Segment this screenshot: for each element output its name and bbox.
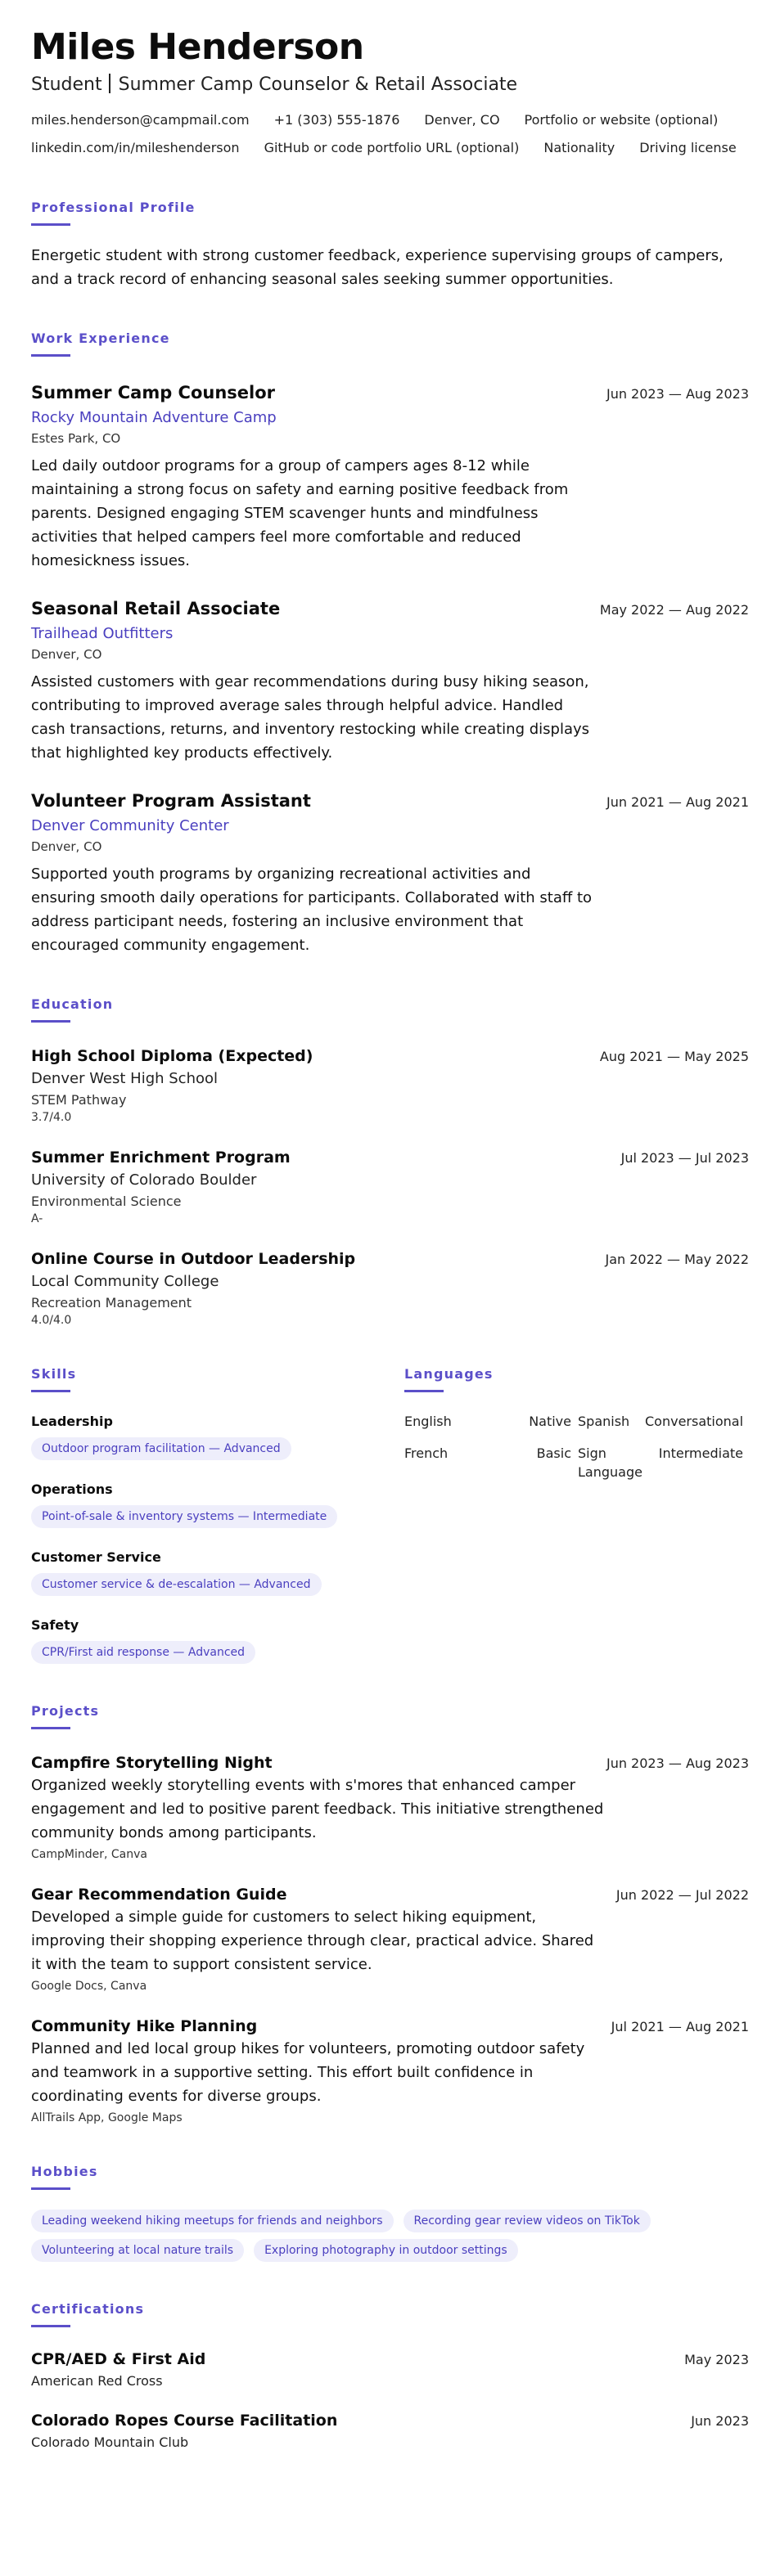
education-score: 3.7/4.0 bbox=[31, 1111, 72, 1124]
skill-category: Leadership bbox=[31, 1414, 113, 1429]
title-separator bbox=[109, 74, 110, 93]
education-degree: Online Course in Outdoor Leadership bbox=[31, 1250, 356, 1268]
certification-issuer: Colorado Mountain Club bbox=[31, 2434, 189, 2450]
hobbies-section bbox=[31, 2164, 749, 2262]
education-score: A- bbox=[31, 1212, 43, 1225]
profile-summary: Energetic student with strong customer feedback, experience supervising groups of campers, and a track record of enhancing seasonal sales seeking summer opportunities. bbox=[31, 247, 724, 288]
contact-driving-license: Driving license bbox=[639, 140, 737, 155]
project-tools: AllTrails App, Google Maps bbox=[31, 2111, 183, 2124]
job-dates: Jun 2023 — Aug 2023 bbox=[606, 386, 749, 402]
hobbies-list bbox=[31, 2210, 751, 2262]
job-company: Trailhead Outfitters bbox=[31, 625, 174, 642]
project-tools: Google Docs, Canva bbox=[31, 1980, 147, 1993]
language-level: Intermediate bbox=[658, 1445, 743, 1461]
education-dates: Jan 2022 — May 2022 bbox=[605, 1252, 749, 1267]
education-section bbox=[31, 996, 749, 1327]
job-company: Rocky Mountain Adventure Camp bbox=[31, 409, 277, 426]
skill-tag: Outdoor program facilitation — Advanced bbox=[31, 1437, 291, 1460]
skill-tag: CPR/First aid response — Advanced bbox=[31, 1641, 255, 1664]
candidate-name: Miles Henderson bbox=[31, 26, 364, 68]
language-name: Sign Language bbox=[578, 1445, 642, 1480]
section-title: Hobbies bbox=[31, 2164, 98, 2179]
education-score: 4.0/4.0 bbox=[31, 1314, 72, 1327]
section-title: Education bbox=[31, 996, 114, 1012]
education-entry bbox=[31, 1250, 749, 1327]
languages-section bbox=[404, 1366, 748, 1664]
education-dates: Jul 2023 — Jul 2023 bbox=[620, 1150, 749, 1166]
project-dates: Jun 2023 — Aug 2023 bbox=[606, 1756, 749, 1771]
job-location: Denver, CO bbox=[31, 647, 102, 662]
section-title: Professional Profile bbox=[31, 200, 196, 215]
education-entry bbox=[31, 1047, 749, 1124]
contact-nationality: Nationality bbox=[543, 140, 615, 155]
section-title: Certifications bbox=[31, 2301, 145, 2317]
project-entry bbox=[31, 1886, 749, 1993]
project-title: Gear Recommendation Guide bbox=[31, 1886, 287, 1904]
skill-category: Operations bbox=[31, 1481, 113, 1497]
language-name: English bbox=[404, 1414, 452, 1429]
certification-name: Colorado Ropes Course Facilitation bbox=[31, 2412, 338, 2430]
education-degree: Summer Enrichment Program bbox=[31, 1149, 291, 1167]
skill-tag: Customer service & de-escalation — Advanced bbox=[31, 1573, 322, 1596]
candidate-title bbox=[31, 72, 749, 98]
language-name: Spanish bbox=[578, 1414, 630, 1429]
education-school: Denver West High School bbox=[31, 1070, 219, 1087]
skills-section bbox=[31, 1366, 404, 1664]
project-tools: CampMinder, Canva bbox=[31, 1848, 147, 1861]
contact-info bbox=[31, 111, 760, 157]
job-description: Supported youth programs by organizing recreational activities and ensuring smooth daily operations for participants. Collaborated with staff to address participant needs, fostering an inclusive environment that encouraged community engagement. bbox=[31, 865, 593, 954]
education-field: Environmental Science bbox=[31, 1194, 182, 1209]
experience-section bbox=[31, 330, 749, 957]
education-school: University of Colorado Boulder bbox=[31, 1171, 257, 1189]
skill-group bbox=[31, 1481, 404, 1528]
skill-group bbox=[31, 1617, 404, 1664]
section-divider bbox=[31, 1727, 70, 1729]
certification-date: May 2023 bbox=[684, 2352, 749, 2367]
hobby-tag: Leading weekend hiking meetups for friends and neighbors bbox=[31, 2210, 394, 2232]
projects-section bbox=[31, 1703, 749, 2124]
section-title: Languages bbox=[404, 1366, 494, 1382]
education-school: Local Community College bbox=[31, 1273, 219, 1290]
project-description: Organized weekly storytelling events with s'mores that enhanced camper engagement and led to positive parent feedback. This initiative strengthened community bonds among participants. bbox=[31, 1777, 604, 1841]
hobby-tag: Recording gear review videos on TikTok bbox=[404, 2210, 651, 2232]
skill-group bbox=[31, 1414, 404, 1460]
job-location: Estes Park, CO bbox=[31, 431, 121, 446]
job-description: Led daily outdoor programs for a group of campers ages 8-12 while maintaining a strong focus on safety and earning positive feedback from parents. Designed engaging STEM scavenger hunts and mindfulness activities that helped campers feel more comfortable and reduced homesickness issues. bbox=[31, 457, 569, 569]
hobby-tag: Volunteering at local nature trails bbox=[31, 2239, 244, 2262]
skill-group bbox=[31, 1549, 404, 1596]
project-entry bbox=[31, 2017, 749, 2124]
section-divider bbox=[31, 223, 70, 226]
skill-category: Safety bbox=[31, 1617, 79, 1633]
skills-languages-row bbox=[31, 1366, 749, 1664]
hobby-tag: Exploring photography in outdoor settings bbox=[254, 2239, 518, 2262]
contact-email[interactable]: miles.henderson@campmail.com bbox=[31, 112, 250, 128]
project-title: Campfire Storytelling Night bbox=[31, 1754, 273, 1772]
job-company: Denver Community Center bbox=[31, 817, 229, 834]
section-title: Work Experience bbox=[31, 330, 170, 346]
section-title: Skills bbox=[31, 1366, 77, 1382]
section-divider bbox=[404, 1390, 444, 1392]
project-description: Planned and led local group hikes for volunteers, promoting outdoor safety and teamwork in a supportive setting. This effort built confidence in coordinating events for diverse groups. bbox=[31, 2040, 585, 2105]
languages-list bbox=[404, 1412, 748, 1481]
job-title: Seasonal Retail Associate bbox=[31, 599, 281, 618]
education-entry bbox=[31, 1149, 749, 1225]
job-location: Denver, CO bbox=[31, 839, 102, 854]
job-dates: May 2022 — Aug 2022 bbox=[599, 602, 749, 618]
section-divider bbox=[31, 1020, 70, 1023]
certification-entry bbox=[31, 2350, 749, 2389]
education-field: Recreation Management bbox=[31, 1295, 192, 1310]
job-dates: Jun 2021 — Aug 2021 bbox=[606, 794, 749, 810]
project-description: Developed a simple guide for customers to select hiking equipment, improving their shopping experience through clear, practical advice. Shared it with the team to support consistent service. bbox=[31, 1908, 594, 1973]
skill-tag: Point-of-sale & inventory systems — Intermediate bbox=[31, 1505, 337, 1528]
contact-linkedin[interactable]: linkedin.com/in/mileshenderson bbox=[31, 140, 240, 155]
contact-github[interactable]: GitHub or code portfolio URL (optional) bbox=[264, 140, 520, 155]
education-dates: Aug 2021 — May 2025 bbox=[599, 1049, 749, 1064]
contact-location: Denver, CO bbox=[424, 112, 500, 128]
certification-date: Jun 2023 bbox=[691, 2413, 749, 2429]
role-secondary: Summer Camp Counselor & Retail Associate bbox=[118, 74, 518, 95]
section-divider bbox=[31, 354, 70, 357]
job-entry bbox=[31, 599, 749, 765]
language-level: Native bbox=[529, 1414, 571, 1429]
profile-section bbox=[31, 200, 749, 291]
role-primary: Student bbox=[31, 74, 102, 95]
language-level: Conversational bbox=[645, 1414, 744, 1429]
certifications-section bbox=[31, 2301, 749, 2450]
job-entry bbox=[31, 791, 749, 957]
section-divider bbox=[31, 2325, 70, 2327]
language-level: Basic bbox=[536, 1445, 571, 1461]
job-title: Volunteer Program Assistant bbox=[31, 791, 311, 811]
language-name: French bbox=[404, 1445, 449, 1461]
section-divider bbox=[31, 1390, 70, 1392]
project-dates: Jul 2021 — Aug 2021 bbox=[611, 2019, 749, 2034]
skill-category: Customer Service bbox=[31, 1549, 161, 1565]
job-title: Summer Camp Counselor bbox=[31, 383, 276, 402]
certification-entry bbox=[31, 2412, 749, 2450]
education-degree: High School Diploma (Expected) bbox=[31, 1047, 313, 1065]
section-title: Projects bbox=[31, 1703, 100, 1719]
contact-portfolio[interactable]: Portfolio or website (optional) bbox=[524, 112, 719, 128]
section-divider bbox=[31, 2187, 70, 2190]
certification-issuer: American Red Cross bbox=[31, 2373, 163, 2389]
contact-phone[interactable]: +1 (303) 555-1876 bbox=[273, 112, 400, 128]
project-dates: Jun 2022 — Jul 2022 bbox=[615, 1887, 749, 1903]
project-entry bbox=[31, 1754, 749, 1861]
education-field: STEM Pathway bbox=[31, 1092, 127, 1108]
certification-name: CPR/AED & First Aid bbox=[31, 2350, 206, 2368]
job-entry bbox=[31, 383, 749, 573]
project-title: Community Hike Planning bbox=[31, 2017, 258, 2035]
job-description: Assisted customers with gear recommendations during busy hiking season, contributing to improved average sales through helpful advice. Handled cash transactions, returns, and inventory restocking while creating displays that highlighted key products effectively. bbox=[31, 673, 590, 762]
